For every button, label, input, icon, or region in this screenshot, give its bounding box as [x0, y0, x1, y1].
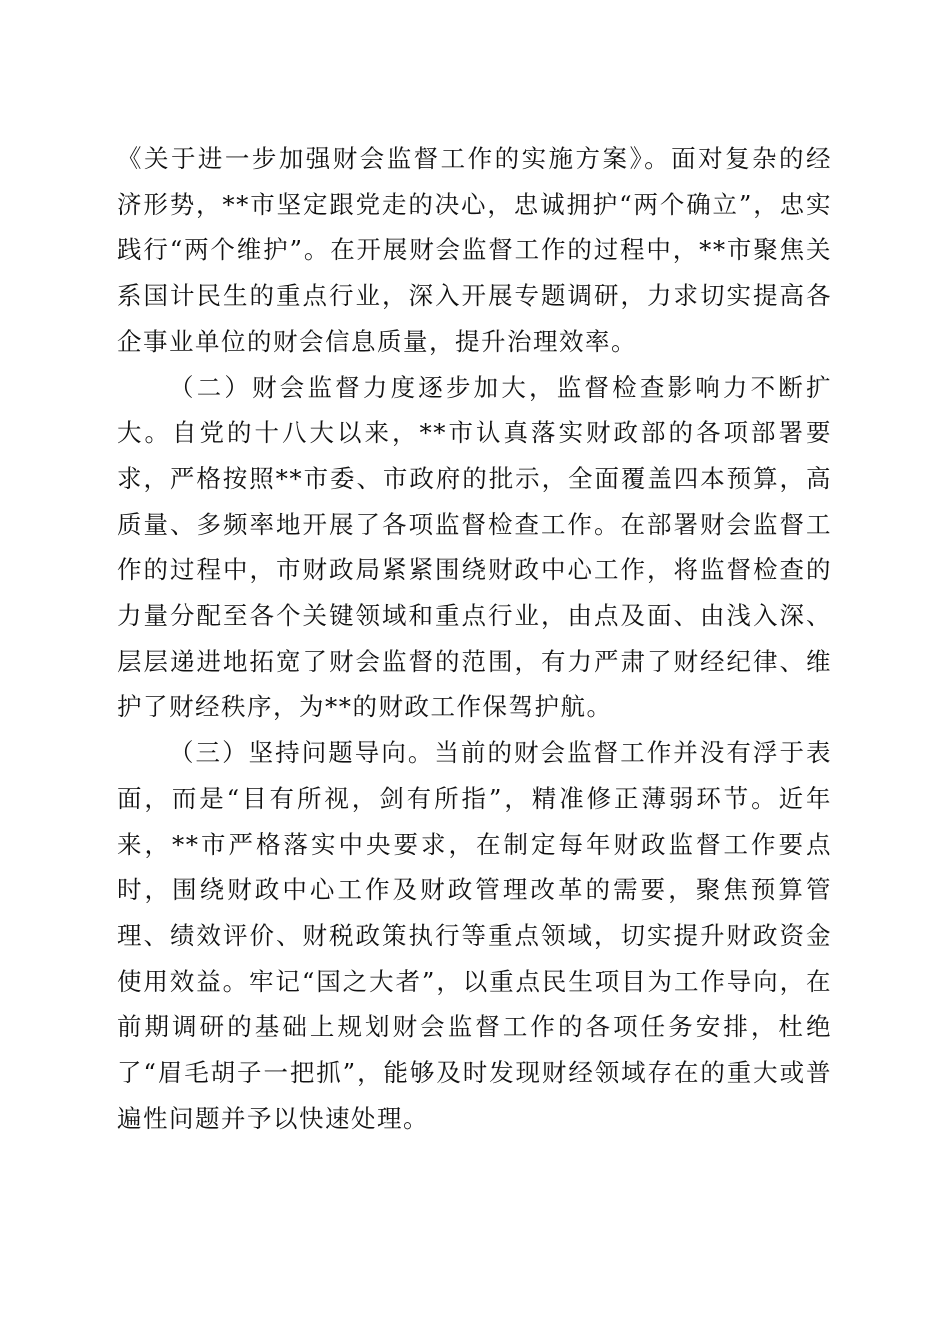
document-body: [117, 136, 832, 1141]
paragraph-intro-continuation: [117, 136, 832, 365]
paragraph-text: 当前的财会监督工作并没有浮于表面，而是“目有所视，剑有所指”，精准修正薄弱环节。近年来，**市严格落实中央要求，在制定每年财政监督工作要点时，围绕财政中心工作及财政管理改革的需要，聚焦预算管理、绩效评价、财税政策执行等重点领域，切实提升财政资金使用效益。牢记“国之大者”，以重点民生项目为工作导向，在前期调研的基础上规划财会监督工作的各项任务安排，杜绝了“眉毛胡子一把抓”，能够及时发现财经领域存在的重大或普遍性问题并予以快速处理。: [117, 738, 833, 1133]
paragraph-section-three: [117, 730, 832, 1141]
section-three-heading: （三）坚持问题导向。: [169, 738, 435, 768]
section-two-heading: （二）财会监督力度逐步加大，监督检查影响力不断扩大。: [117, 372, 832, 448]
paragraph-text: 《关于进一步加强财会监督工作的实施方案》。面对复杂的经济形势，**市坚定跟党走的决心，忠诚拥护“两个确立”，忠实践行“两个维护”。在开展财会监督工作的过程中，**市聚焦关系国计民生的重点行业，深入开展专题调研，力求切实提高各企事业单位的财会信息质量，提升治理效率。: [117, 144, 832, 356]
paragraph-section-two: [117, 365, 832, 731]
paragraph-text: 自党的十八大以来，**市认真落实财政部的各项部署要求，严格按照**市委、市政府的批示，全面覆盖四本预算，高质量、多频率地开展了各项监督检查工作。在部署财会监督工作的过程中，市财政局紧紧围绕财政中心工作，将监督检查的力量分配至各个关键领域和重点行业，由点及面、由浅入深、层层递进地拓宽了财会监督的范围，有力严肃了财经纪律、维护了财经秩序，为**的财政工作保驾护航。: [117, 418, 832, 722]
